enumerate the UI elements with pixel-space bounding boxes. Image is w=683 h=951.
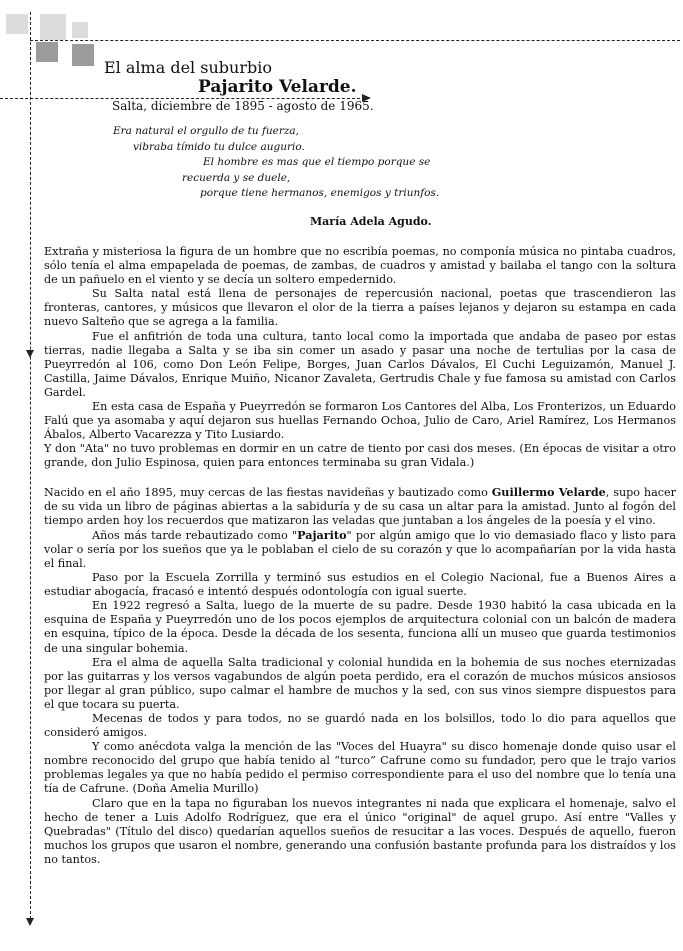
- paragraph: [44, 528, 676, 571]
- epigraph-line: El hombre es mas que el tiempo porque se: [203, 156, 431, 168]
- decorative-square: [72, 22, 88, 38]
- life-dates: Salta, diciembre de 1895 - agosto de 1965.: [112, 99, 374, 113]
- arrow-down-icon: [26, 350, 34, 358]
- paragraph: Y don "Ata" no tuvo problemas en dormir en un catre de tiento por casi dos meses. (En épocas de visitar a otro grande, don Julio Espinosa, quien para entonces terminaba su gran Vidala.): [44, 442, 676, 470]
- epigraph-line: Era natural el orgullo de tu fuerza,: [113, 125, 299, 137]
- decorative-square: [40, 14, 66, 40]
- paragraph-text: " por algún amigo que lo vio demasiado flaco y listo para volar o sería por los sueños que ya le poblaban el cielo de su corazón y que lo acompañarían por la vida hasta el final.: [44, 528, 676, 570]
- decorative-square: [36, 42, 58, 62]
- bold-nickname: Pajarito: [297, 527, 347, 542]
- paragraph: Y como anécdota valga la mención de las "Voces del Huayra" su disco homenaje donde quiso usar el nombre reconocido del grupo que había tenido al “turco” Cafrune como su fundador, pero que le trajo varios problemas legales ya que no había pedido el permiso correspondiente para el uso del nombre que lo tenía una tía de Cafrune. (Doña Amelia Murillo): [44, 740, 676, 796]
- arrow-down-icon: [26, 918, 34, 926]
- decorative-square: [72, 44, 94, 66]
- bold-name: Guillermo Velarde: [491, 484, 606, 499]
- epigraph-author: María Adela Agudo.: [310, 215, 432, 228]
- paragraph: Su Salta natal está llena de personajes de repercusión nacional, poetas que trascendieron las fronteras, cantores, y músicos que llevaron el olor de la tierra a países lejanos y dejaron su estampa en cada nuevo Salteño que se agrega a la familia.: [44, 287, 676, 329]
- paragraph: Paso por la Escuela Zorrilla y terminó sus estudios en el Colegio Nacional, fue a Buenos Aires a estudiar abogacía, fracasó e intentó después odontología con igual suerte.: [44, 571, 676, 599]
- paragraph: Claro que en la tapa no figuraban los nuevos integrantes ni nada que explicara el homenaje, salvo el hecho de tener a Luis Adolfo Rodríguez, que era el único "original" de aquel grupo. Así entre "Valles y Quebradas" (Título del disco) quedarían aquellos sueños de resucitar a las voces. Después de aquello, fueron muchos los grupos que usaron el nombre, generando una confusión bastante profunda para los distraídos y los no tantos.: [44, 796, 676, 866]
- paragraph: [44, 485, 676, 528]
- section-title: El alma del suburbio: [104, 58, 272, 77]
- paragraph-text: , supo hacer de su vida un libro de páginas abiertas a la sabiduría y de su casa un altar para la amistad. Junto al fogón del tiempo arden hoy los recuerdos que matizaron las veladas que juntaban a los ángeles de la poesía y el vino.: [44, 485, 677, 527]
- paragraph: Era el alma de aquella Salta tradicional y colonial hundida en la bohemia de sus noches eternizadas por las guitarras y los versos vagabundos de algún poeta perdido, era el corazón de muchos músicos ansiosos por llegar al gran público, supo calmar el hambre de muchos y la sed, con sus vinos siempre dispuestos para el que tocara su puerta.: [44, 655, 676, 711]
- horizontal-dashed-guide: [30, 40, 680, 41]
- paragraph: En esta casa de España y Pueyrredón se formaron Los Cantores del Alba, Los Fronterizos, un Eduardo Falú que ya asomaba y aquí dejaron sus huellas Fernando Ochoa, Julio de Caro, Ariel Ramírez, Los Hermanos Ábalos, Alberto Vacarezza y Tito Lusiardo.: [44, 400, 676, 442]
- article-title: Pajarito Velarde.: [198, 77, 357, 97]
- paragraph: Extraña y misteriosa la figura de un hombre que no escribía poemas, no componía música no pintaba cuadros, sólo tenía el alma empapelada de poemas, de zambas, de cuadros y amistad y bailaba el tango con la soltura de un pañuelo en el viento y se decía un soltero empedernido.: [44, 245, 676, 287]
- paragraph-text: Años más tarde rebautizado como ": [92, 528, 298, 542]
- paragraph: Mecenas de todos y para todos, no se guardó nada en los bolsillos, todo lo dio para aquellos que consideró amigos.: [44, 712, 676, 740]
- epigraph-line: recuerda y se duele,: [182, 172, 291, 184]
- epigraph-line: porque tiene hermanos, enemigos y triunfos.: [200, 187, 440, 199]
- epigraph-line: vibraba tímido tu dulce augurio.: [133, 141, 305, 153]
- decorative-square: [6, 14, 28, 34]
- vertical-dashed-guide: [30, 12, 31, 924]
- paragraph: En 1922 regresó a Salta, luego de la muerte de su padre. Desde 1930 habitó la casa ubicada en la esquina de España y Pueyrredón uno de los pocos ejemplos de arquitectura colonial con un balcón de madera en esquina, típico de la época. Desde la década de los sesenta, funciona allí un museo que guarda testimonios de una singular bohemia.: [44, 599, 676, 655]
- article-body: [44, 245, 676, 867]
- paragraph: Fue el anfitrión de toda una cultura, tanto local como la importada que andaba de paseo por estas tierras, nadie llegaba a Salta y se iba sin comer un asado y pasar una noche de tertulias por la casa de Pueyrredón al 106, como Don León Felipe, Borges, Juan Carlos Dávalos, El Cuchi Leguizamón, Manuel J. Castilla, Jaime Dávalos, Enrique Muiño, Nicanor Zavaleta, Gertrudis Chale y fue famosa su amistad con Carlos Gardel.: [44, 329, 676, 399]
- paragraph-text: Nacido en el año 1895, muy cercas de las fiestas navideñas y bautizado como: [44, 485, 492, 499]
